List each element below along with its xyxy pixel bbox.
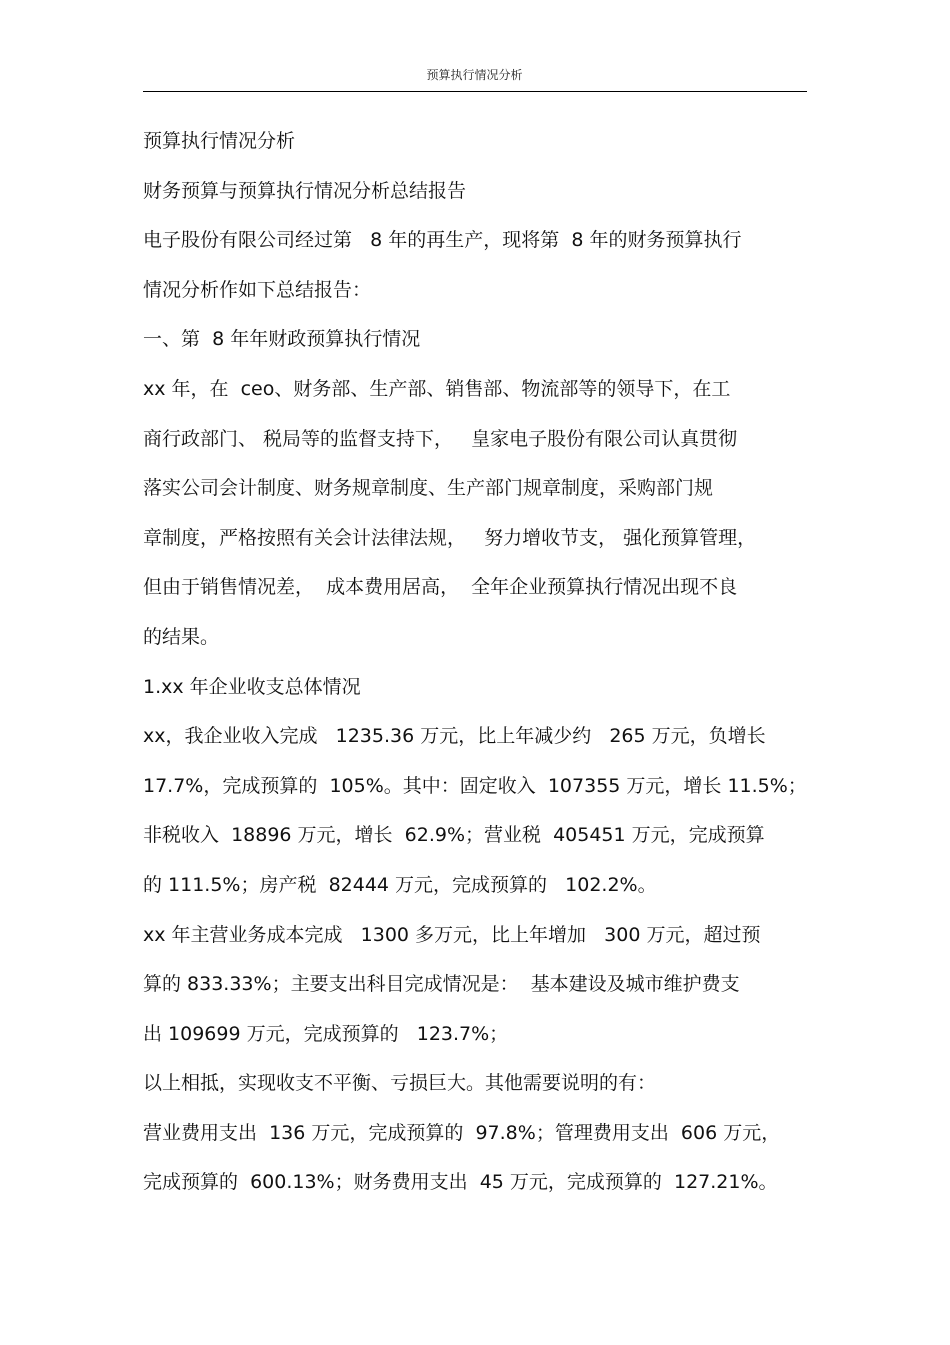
section-heading: 一、第 8 年年财政预算执行情况 (143, 328, 421, 351)
paragraph-line: xx 年主营业务成本完成 1300 多万元，比上年增加 300 万元，超过预 (143, 923, 761, 946)
paragraph-line: 完成预算的 600.13%；财务费用支出 45 万元，完成预算的 127.21%。 (143, 1171, 778, 1194)
header-rule (143, 91, 807, 92)
paragraph-line: 算的 833.33%；主要支出科目完成情况是： 基本建设及城市维护费支 (143, 973, 740, 996)
paragraph-line: xx，我企业收入完成 1235.36 万元，比上年减少约 265 万元，负增长 (143, 725, 766, 748)
paragraph-line: 17.7%，完成预算的 105%。其中：固定收入 107355 万元，增长 11.5%； (143, 774, 807, 797)
document-body (143, 117, 815, 1208)
paragraph-line: 营业费用支出 136 万元，完成预算的 97.8%；管理费用支出 606 万元， (143, 1121, 781, 1144)
paragraph-line: 情况分析作如下总结报告： (143, 278, 372, 301)
paragraph-line: xx 年，在 ceo、财务部、生产部、销售部、物流部等的领导下，在工 (143, 377, 731, 400)
paragraph-line: 的结果。 (143, 625, 220, 648)
paragraph-line: 落实公司会计制度、财务规章制度、生产部门规章制度，采购部门规 (143, 477, 714, 500)
paragraph-line: 章制度，严格按照有关会计法律法规， 努力增收节支， 强化预算管理， (143, 526, 757, 549)
paragraph-line: 商行政部门、 税局等的监督支持下， 皇家电子股份有限公司认真贯彻 (143, 427, 738, 450)
paragraph-line: 电子股份有限公司经过第 8 年的再生产，现将第 8 年的财务预算执行 (143, 229, 742, 252)
running-header: 预算执行情况分析 (426, 68, 523, 82)
paragraph-line: 但由于销售情况差， 成本费用居高， 全年企业预算执行情况出现不良 (143, 576, 738, 599)
subsection-heading: 1.xx 年企业收支总体情况 (143, 675, 361, 698)
document-title: 预算执行情况分析 (143, 130, 296, 152)
paragraph-line: 出 109699 万元，完成预算的 123.7%； (143, 1022, 509, 1045)
paragraph-line: 以上相抵，实现收支不平衡、亏损巨大。其他需要说明的有： (143, 1072, 657, 1095)
report-subtitle: 财务预算与预算执行情况分析总结报告 (143, 179, 467, 202)
paragraph-line: 的 111.5%；房产税 82444 万元，完成预算的 102.2%。 (143, 873, 657, 896)
paragraph-line: 非税收入 18896 万元，增长 62.9%；营业税 405451 万元，完成预算 (143, 824, 765, 847)
